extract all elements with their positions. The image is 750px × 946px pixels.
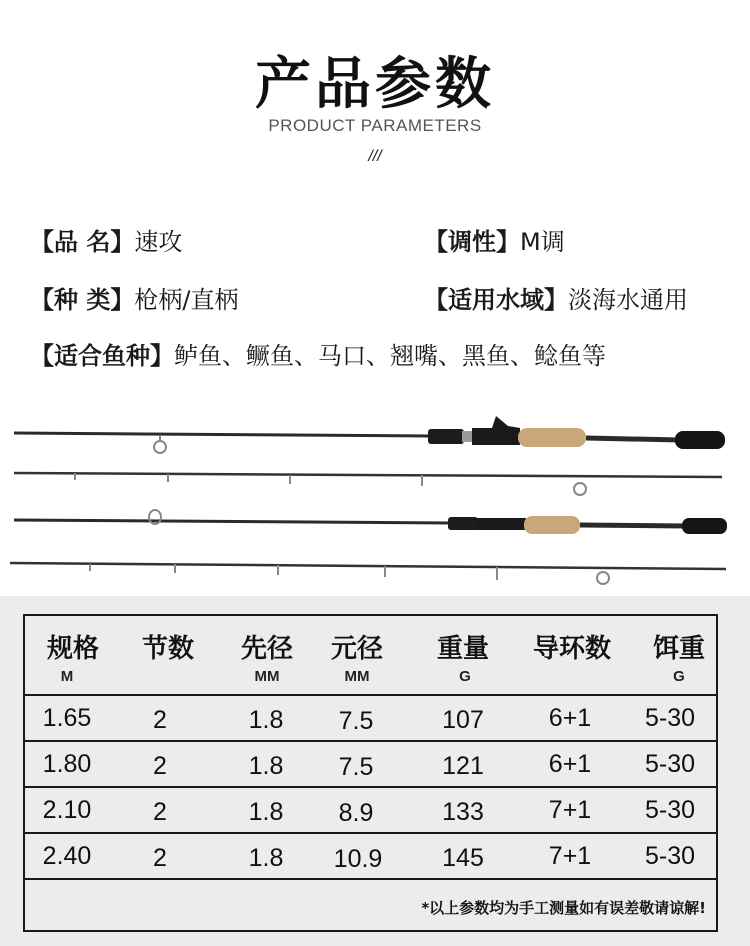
cell-weight: 145 — [442, 844, 484, 872]
spec-name — [30, 222, 182, 257]
cell-lure: 5-30 — [644, 842, 696, 870]
spinning-rod-tip — [10, 563, 726, 584]
cell-guides: 7+1 — [548, 796, 592, 824]
table-divider — [25, 694, 716, 696]
col-header-weight: 重量 — [436, 634, 490, 664]
col-header-butt: 元径 — [330, 634, 384, 664]
cell-tip: 1.8 — [248, 798, 284, 826]
cell-guides: 6+1 — [548, 704, 592, 732]
cell-spec: 2.40 — [42, 842, 92, 870]
col-unit-weight: G — [459, 668, 471, 685]
cell-butt: 7.5 — [338, 753, 374, 781]
table-divider — [25, 878, 716, 880]
spec-type-key: 【种 类】 — [30, 286, 135, 314]
col-unit-lure: G — [673, 668, 685, 685]
col-unit-butt: MM — [344, 668, 370, 685]
col-header-guides: 导环数 — [532, 634, 612, 664]
spec-water-key: 【适用水域】 — [424, 286, 568, 314]
cell-pieces: 2 — [153, 798, 167, 826]
cell-weight: 133 — [442, 798, 484, 826]
measurement-note: *以上参数均为手工测量如有误差敬请谅解! — [421, 899, 706, 917]
cell-butt: 7.5 — [338, 707, 374, 735]
casting-rod-tip — [14, 473, 722, 495]
cell-tip: 1.8 — [248, 844, 284, 872]
cell-guides: 6+1 — [548, 750, 592, 778]
cell-pieces: 2 — [153, 844, 167, 872]
spec-water — [424, 280, 688, 315]
spec-action — [424, 222, 565, 257]
cell-butt: 8.9 — [338, 799, 374, 827]
spec-fish-value: 鲈鱼、鳜鱼、马口、翘嘴、黑鱼、鲶鱼等 — [174, 342, 606, 370]
page-subtitle: PRODUCT PARAMETERS — [268, 116, 482, 135]
spec-fish — [30, 336, 606, 371]
spec-action-value: M调 — [520, 228, 565, 256]
col-header-tip: 先径 — [240, 634, 294, 664]
col-unit-tip: MM — [254, 668, 280, 685]
cell-pieces: 2 — [153, 752, 167, 780]
casting-rod-butt — [14, 416, 725, 453]
cell-pieces: 2 — [153, 706, 167, 734]
spec-type — [30, 280, 238, 315]
cell-tip: 1.8 — [248, 706, 284, 734]
spec-type-value: 枪柄/直柄 — [134, 286, 239, 314]
col-unit-spec: M — [60, 668, 74, 685]
cell-weight: 107 — [442, 706, 484, 734]
cell-tip: 1.8 — [248, 752, 284, 780]
col-header-spec: 规格 — [46, 634, 100, 664]
page-title: 产品参数 — [255, 52, 495, 117]
spec-name-value: 速攻 — [134, 228, 183, 256]
spec-name-key: 【品 名】 — [30, 228, 135, 256]
spec-water-value: 淡海水通用 — [568, 286, 688, 314]
cell-lure: 5-30 — [644, 704, 696, 732]
fishing-rod-illustration — [0, 400, 750, 590]
table-divider — [25, 832, 716, 834]
spinning-rod-butt — [14, 510, 727, 534]
cell-spec: 1.80 — [42, 750, 92, 778]
col-header-pieces: 节数 — [141, 634, 195, 664]
cell-guides: 7+1 — [548, 842, 592, 870]
parameter-table — [23, 614, 718, 932]
title-divider: /// — [368, 148, 382, 165]
spec-action-key: 【调性】 — [424, 228, 520, 256]
cell-lure: 5-30 — [644, 750, 696, 778]
cell-spec: 1.65 — [42, 704, 92, 732]
col-header-lure: 饵重 — [652, 634, 706, 664]
cell-spec: 2.10 — [42, 796, 92, 824]
cell-butt: 10.9 — [333, 845, 383, 873]
table-divider — [25, 740, 716, 742]
table-divider — [25, 786, 716, 788]
cell-weight: 121 — [442, 752, 484, 780]
cell-lure: 5-30 — [644, 796, 696, 824]
spec-fish-key: 【适合鱼种】 — [30, 342, 174, 370]
